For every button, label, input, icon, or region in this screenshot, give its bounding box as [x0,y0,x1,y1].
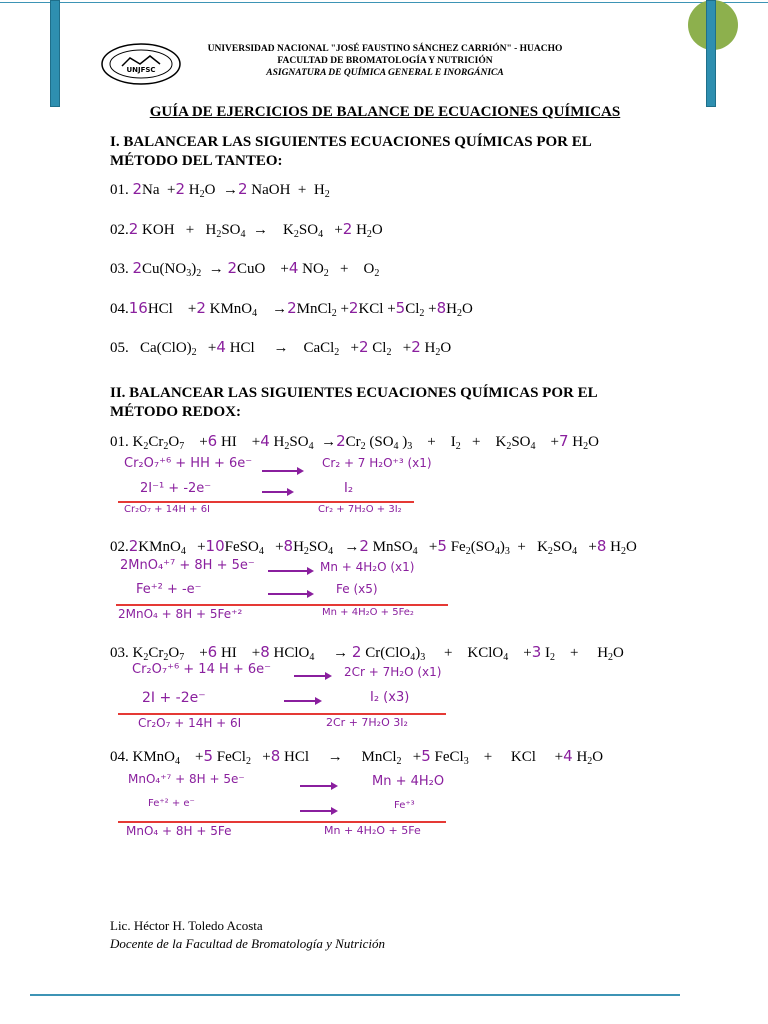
section-1-heading-line2: MÉTODO DEL TANTEO: [110,153,283,169]
red-underline [116,604,448,606]
redox-1-half2-right: I₂ [344,481,354,496]
arrow-icon [268,593,312,595]
equation-2-1: 01. $K_2Cr_2O_7$ +6 HI +4 $H_2SO_4 \to 2Cr_2$ ($SO_4$ )$_3$ + $I_2$ + $K_2SO_4$ +7 $H_2O$ [110,432,599,452]
redox-4-half1-right: Mn + 4H₂O [372,774,445,789]
red-underline [118,501,414,503]
redox-2-half1-right: Mn + 4H₂O (x1) [320,560,415,574]
redox-4-half2-right: Fe⁺³ [394,800,415,811]
redox-1-sum-left: Cr₂O₇ + 14H + 6I [124,504,211,515]
author-name: Lic. Héctor H. Toledo Acosta [110,918,263,933]
section-1-heading [110,133,658,171]
arrow-icon [262,470,302,472]
equation-2-2: 02.2KMnO$_4$ +10FeSO$_4$ $+8H_2SO_4 \to 2$ MnSO$_4$ +5 $Fe_2(SO_4)_3 + K_2SO_4 +8$ $H_2O$ [110,537,637,557]
redox-1-sum-right: Cr₂ + 7H₂O + 3I₂ [318,504,402,515]
top-border-line [0,2,768,3]
redox-4-half2-left: Fe⁺² + e⁻ [148,798,195,809]
redox-2-half2-left: Fe⁺² + -e⁻ [136,582,202,597]
redox-1-half2-left: 2I⁻¹ + -2e⁻ [140,481,212,496]
right-decorative-bar [706,0,716,107]
left-decorative-bar [50,0,60,107]
equation-1-1: 01. 2Na +2 $H_2O \to 2$ NaOH + $H_2$ [110,180,330,200]
red-underline [118,821,446,823]
arrow-icon [268,570,312,572]
author-role: Docente de la Facultad de Bromatología y Nutrición [110,936,385,951]
equation-1-2: 02.2 KOH + $H_2SO_4$ → $K_2SO_4 +2$ $H_2O$ [110,220,383,240]
equation-2-3: 03. $K_2Cr_2O_7$ +6 HI +8 HClO$_4$ → 2 $Cr(ClO_4)_3$ + KClO$_4$ +3 $I_2$ + $H_2O$ [110,643,624,663]
arrow-icon [300,785,336,787]
section-2-heading [110,384,658,422]
redox-1-half1-left: Cr₂O₇⁺⁶ + HH + 6e⁻ [124,456,253,471]
arrow-icon [300,810,336,812]
redox-3-half1-left: Cr₂O₇⁺⁶ + 14 H + 6e⁻ [132,662,272,677]
arrow-icon [284,700,320,702]
svg-text:UNJFSC: UNJFSC [126,66,156,74]
arrow-icon [294,675,330,677]
redox-3-half1-right: 2Cr + 7H₂O (x1) [344,665,442,679]
equation-2-4: 04. KMnO$_4$ +5 FeCl$_2$ +8 HCl → MnCl$_2$ +5 FeCl$_3$ + KCl +4 $H_2O$ [110,747,604,767]
section-2-heading-line1: II. BALANCEAR LAS SIGUIENTES ECUACIONES QUÍMICAS POR EL [110,385,598,401]
redox-4-sum-right: Mn + 4H₂O + 5Fe [324,824,421,837]
redox-2-half2-right: Fe (x5) [336,582,378,596]
section-2-heading-line2: MÉTODO REDOX: [110,404,241,420]
redox-4-half1-left: MnO₄⁺⁷ + 8H + 5e⁻ [128,772,245,786]
footer-line [30,994,680,996]
equation-1-5: 05. $Ca(ClO)_2 +4$ HCl → CaCl$_2$ +2 $Cl_2 +2$ $H_2O$ [110,338,452,358]
course-name: ASIGNATURA DE QUÍMICA GENERAL E INORGÁNICA [266,68,504,78]
redox-2-sum-left: 2MnO₄ + 8H + 5Fe⁺² [118,607,243,621]
redox-2-sum-right: Mn + 4H₂O + 5Fe₂ [322,607,414,618]
redox-3-sum-right: 2Cr + 7H₂O 3I₂ [326,716,408,729]
redox-3-half2-right: I₂ (x3) [370,690,410,705]
redox-1-half1-right: Cr₂ + 7 H₂O⁺³ (x1) [322,456,432,470]
arrow-icon [262,491,292,493]
red-underline [118,713,446,715]
section-1-heading-line1: I. BALANCEAR LAS SIGUIENTES ECUACIONES QUÍMICAS POR EL [110,134,592,150]
redox-2-half1-left: 2MnO₄⁺⁷ + 8H + 5e⁻ [120,558,255,573]
equation-1-4: 04.16HCl +2 KMnO$_4$ →2MnCl$_2$ $+2KCl +5Cl_2 +8H_2O$ [110,299,473,319]
redox-3-half2-left: 2I + -2e⁻ [142,690,206,706]
equation-1-3: 03. $2Cu(NO_3)_2 \to 2CuO$ +4 $NO_2$ + $O_2$ [110,259,380,279]
institution-header [190,43,580,79]
faculty-name: FACULTAD DE BROMATOLOGÍA Y NUTRICIÓN [277,56,493,66]
university-name: UNIVERSIDAD NACIONAL "JOSÉ FAUSTINO SÁNCHEZ CARRIÓN" - HUACHO [207,44,563,54]
redox-4-sum-left: MnO₄ + 8H + 5Fe [126,824,232,838]
page-title: GUÍA DE EJERCICIOS DE BALANCE DE ECUACIONES QUÍMICAS [149,104,621,120]
redox-3-sum-left: Cr₂O₇ + 14H + 6I [138,716,242,730]
university-logo [100,42,182,86]
